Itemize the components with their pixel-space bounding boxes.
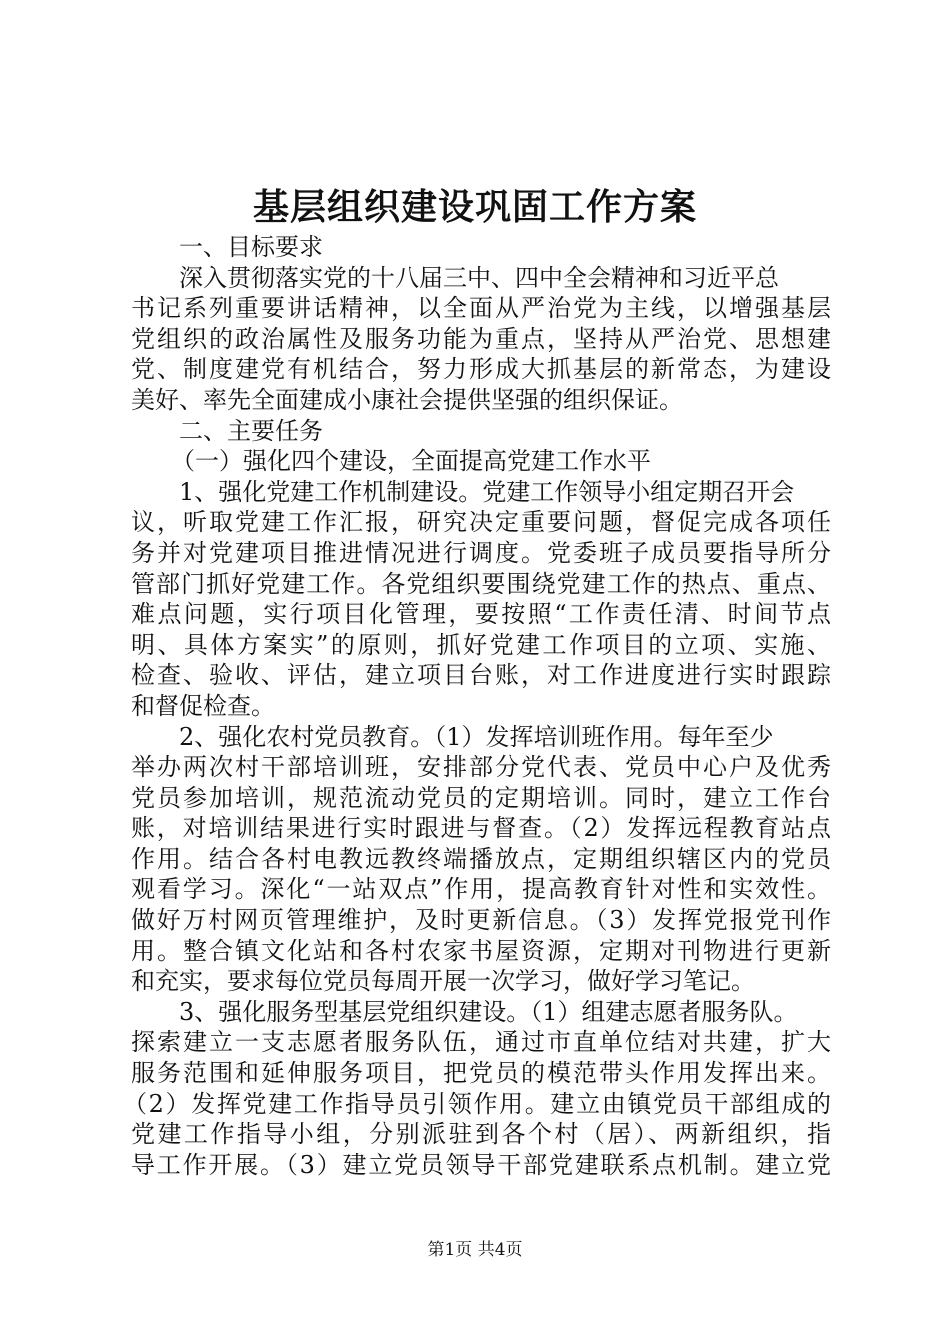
document-title: 基层组织建设巩固工作方案 — [252, 186, 697, 228]
paragraph-line: 书记系列重要讲话精神，以全面从严治党为主线，以增强基层 — [131, 294, 831, 323]
paragraph-line: 党组织的政治属性及服务功能为重点，坚持从严治党、思想建 — [131, 324, 831, 353]
paragraph-line: 作用。结合各村电教远教终端播放点，定期组织辖区内的党员 — [131, 844, 831, 873]
paragraph-line: 美好、率先全面建成小康社会提供坚强的组织保证。 — [131, 385, 683, 414]
paragraph-line: 议，听取党建工作汇报，研究决定重要问题，督促完成各项任 — [131, 508, 831, 537]
paragraph-line: 举办两次村干部培训班，安排部分党代表、党员中心户及优秀 — [131, 753, 831, 782]
paragraph-line: 探索建立一支志愿者服务队伍，通过市直单位结对共建，扩大 — [131, 1028, 831, 1057]
paragraph-line: 服务范围和延伸服务项目，把党员的模范带头作用发挥出来。 — [131, 1059, 831, 1088]
paragraph-line: 用。整合镇文化站和各村农家书屋资源，定期对刊物进行更新 — [131, 936, 831, 965]
paragraph-line: 3、强化服务型基层党组织建设。（1）组建志愿者服务队。 — [179, 997, 798, 1026]
paragraph-line: 深入贯彻落实党的十八届三中、四中全会精神和习近平总 — [179, 263, 779, 292]
paragraph-line: 2、强化农村党员教育。（1）发挥培训班作用。每年至少 — [179, 722, 774, 751]
paragraph-line: 账，对培训结果进行实时跟进与督查。（2）发挥远程教育站点 — [131, 814, 831, 843]
paragraph-line: 观看学习。深化“一站双点”作用，提高教育针对性和实效性。 — [131, 875, 831, 904]
paragraph-line: 做好万村网页管理维护，及时更新信息。（3）发挥党报党刊作 — [131, 906, 831, 935]
paragraph-line: 导工作开展。（3）建立党员领导干部党建联系点机制。建立党 — [131, 1150, 831, 1179]
paragraph-line: 难点问题，实行项目化管理，要按照“工作责任清、时间节点 — [131, 600, 831, 629]
document-body — [123, 232, 831, 1180]
paragraph-line: 党建工作指导小组，分别派驻到各个村（居）、两新组织，指 — [131, 1120, 831, 1149]
section-heading: 二、主要任务 — [179, 416, 323, 445]
paragraph-line: 党员参加培训，规范流动党员的定期培训。同时，建立工作台 — [131, 783, 831, 812]
subsection-heading: （一）强化四个建设，全面提高党建工作水平 — [171, 447, 651, 476]
paragraph-line: 和督促检查。 — [131, 691, 275, 720]
page-footer: 第1页 共4页 — [427, 1240, 523, 1260]
section-heading: 一、目标要求 — [179, 233, 323, 261]
paragraph-line: 1、强化党建工作机制建设。党建工作领导小组定期召开会 — [179, 477, 795, 506]
paragraph-line: 明、具体方案实”的原则，抓好党建工作项目的立项、实施、 — [131, 630, 831, 659]
paragraph-line: 党、制度建党有机结合，努力形成大抓基层的新常态，为建设 — [131, 355, 831, 384]
paragraph-line: 和充实，要求每位党员每周开展一次学习，做好学习笔记。 — [131, 967, 755, 996]
paragraph-line: 检查、验收、评估，建立项目台账，对工作进度进行实时跟踪 — [131, 661, 831, 690]
paragraph-line: 管部门抓好党建工作。各党组织要围绕党建工作的热点、重点、 — [131, 569, 831, 598]
paragraph-line: 务并对党建项目推进情况进行调度。党委班子成员要指导所分 — [131, 538, 831, 567]
paragraph-line: （2）发挥党建工作指导员引领作用。建立由镇党员干部组成的 — [123, 1089, 831, 1118]
